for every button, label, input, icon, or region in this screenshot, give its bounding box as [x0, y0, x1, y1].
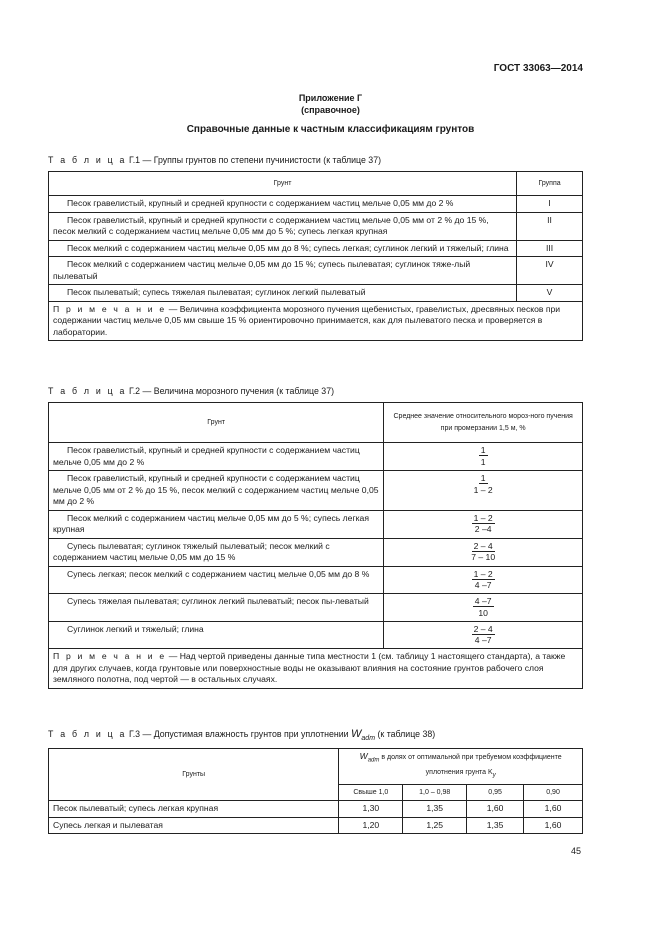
table1-row4-soil: Песок мелкий с содержанием частиц мельче 0,05 мм до 15 %; супесь пылеватая; суглинок тяже-лый пылеватый: [49, 257, 517, 285]
fraction-denominator: 7 – 10: [471, 552, 496, 562]
table2-row6-soil: Супесь тяжелая пылеватая; суглинок легкий пылеватый; песок пы-леватый: [49, 594, 384, 622]
table3-row1-soil: Песок пылеватый; супесь легкая крупная: [49, 801, 339, 818]
table1-row5-soil: Песок пылеватый; супесь тяжелая пылеватая; суглинок легкий пылеватый: [49, 285, 517, 302]
section-heading: Справочные данные к частным классификациям грунтов: [186, 124, 475, 135]
table1-row5-group: V: [517, 285, 583, 302]
table3-caption: [48, 728, 435, 742]
table3-caption-sub: adm: [361, 734, 376, 742]
table1-note-text: — Величина коэффициента морозного пучения щебенистых, гравелистых, дресвяных песков при содержании частиц мельче 0,05 мм свыше 15 % ориентировочно принимается, как для пылеватого песка и проверяется в лаборатории.: [53, 303, 561, 337]
table1-caption-text: Г.1 — Группы грунтов по степени пучинистости (к таблице 37): [129, 155, 382, 165]
table3-row2-soil: Супесь легкая и пылеватая: [49, 817, 339, 834]
table-row: [49, 257, 583, 285]
table2-row3-value: [384, 510, 583, 538]
table1-header-soil: Грунт: [49, 172, 517, 196]
table2-header-soil: Грунт: [49, 403, 384, 443]
fraction-denominator: 1: [480, 456, 486, 467]
table3-header-var: W: [359, 751, 368, 761]
table2-caption-text: Г.2 — Величина морозного пучения (к таблице 37): [129, 386, 335, 396]
page-number: 45: [570, 846, 581, 856]
table-row: [49, 801, 583, 818]
fraction-denominator: 4 –7: [474, 635, 492, 645]
table3-row1-val1: 1,30: [339, 801, 403, 818]
table2-caption: [48, 386, 334, 396]
table1-row3-soil: Песок мелкий с содержанием частиц мельче 0,05 мм до 8 %; супесь легкая; суглинок легкий и тяжелый; глина: [49, 240, 517, 257]
table2: [48, 402, 583, 689]
table3: [48, 748, 583, 834]
table1-note: [49, 301, 583, 341]
table2-row4-soil: Супесь пылеватая; суглинок тяжелый пылеватый; песок мелкий с содержанием частиц мельче 0,05 мм до 15 %: [49, 538, 384, 566]
table3-caption-text-b: (к таблице 38): [375, 729, 436, 739]
table2-header-value: Среднее значение относительного мороз-ного пучения при промерзании 1,5 м, %: [384, 403, 583, 443]
table-row: [49, 510, 583, 538]
table1-note-prefix: П р и м е ч а н и е: [53, 303, 167, 314]
fraction-numerator: 4 –7: [474, 596, 492, 606]
table1-row2-soil: Песок гравелистый, крупный и средней крупности с содержанием частиц мельче 0,05 мм от 2 % до 15 %, песок мелкий с содержанием частиц мельче 0,05 мм до 5 %; супесь легкая крупная: [49, 212, 517, 240]
table2-row5-soil: Супесь легкая; песок мелкий с содержанием частиц мельче 0,05 мм до 8 %: [49, 566, 384, 594]
table3-row2-val4: 1,60: [524, 817, 583, 834]
table-row: [49, 240, 583, 257]
table1-row4-group: IV: [517, 257, 583, 285]
table-row: [49, 594, 583, 622]
table3-caption-text-a: Г.3 — Допустимая влажность грунтов при уплотнении: [129, 729, 352, 739]
table2-row7-soil: Суглинок легкий и тяжелый; глина: [49, 621, 384, 649]
fraction-denominator: 10: [478, 607, 488, 618]
table2-note-prefix: П р и м е ч а н и е: [53, 651, 167, 661]
table2-caption-prefix: Т а б л и ц а: [48, 386, 127, 396]
table3-header-group: [339, 749, 583, 785]
table2-row5-value: [384, 566, 583, 594]
table-row: [49, 566, 583, 594]
table-row: [49, 471, 583, 511]
fraction-numerator: 2 – 4: [473, 540, 493, 551]
table1: [48, 171, 583, 341]
table3-header-ksub: y: [492, 772, 496, 779]
table2-row3-soil: Песок мелкий с содержанием частиц мельче 0,05 мм до 5 %; супесь легкая крупная: [49, 510, 384, 538]
fraction-numerator: 1 – 2: [473, 512, 493, 523]
table-row: [49, 621, 583, 649]
table2-row2-value: [384, 471, 583, 511]
table1-row3-group: III: [517, 240, 583, 257]
table2-row7-value: [384, 621, 583, 649]
table3-row2-val2: 1,25: [403, 817, 467, 834]
table2-row4-value: [384, 538, 583, 566]
fraction-numerator: 1 – 2: [473, 568, 493, 579]
table1-row1-group: I: [517, 196, 583, 213]
table2-row2-soil: Песок гравелистый, крупный и средней крупности с содержанием частиц мельче 0,05 мм от 2 % до 15 %, песок мелкий с содержанием частиц мельче 0,05 мм до 2 %: [49, 471, 384, 511]
table3-row2-val3: 1,35: [467, 817, 524, 834]
table3-subheader-2: 1,0 – 0,98: [403, 784, 467, 801]
table1-header-group: Группа: [517, 172, 583, 196]
table-row: [49, 196, 583, 213]
table3-row1-val3: 1,60: [467, 801, 524, 818]
standard-number: ГОСТ 33063—2014: [493, 63, 583, 74]
table3-header-soils: Грунты: [49, 749, 339, 801]
table3-row2-val1: 1,20: [339, 817, 403, 834]
table3-header-sub: adm: [367, 757, 380, 764]
appendix-subtitle: (справочное): [301, 105, 360, 115]
fraction-numerator: 2 – 4: [473, 623, 493, 634]
table3-subheader-3: 0,95: [467, 784, 524, 801]
table2-row1-soil: Песок гравелистый, крупный и средней крупности с содержанием частиц мельче 0,05 мм до 2 %: [49, 443, 384, 471]
table3-row1-val4: 1,60: [524, 801, 583, 818]
appendix-title: Приложение Г: [298, 93, 363, 103]
table2-note-text: — Над чертой приведены данные типа местности 1 (см. таблицу 1 настоящего стандарта), а также для других случаев, когда грунтовые или поверхностные воды не оказывают влияния на состояние грунтов рабочего слоя земляного полотна, под чертой — в остальных случаях.: [53, 651, 566, 684]
fraction-denominator: 1 – 2: [473, 484, 493, 495]
table1-caption-prefix: Т а б л и ц а: [48, 155, 127, 165]
table3-caption-var: W: [351, 728, 362, 740]
table-row: [49, 212, 583, 240]
table-row: [49, 538, 583, 566]
fraction-numerator: 1: [480, 473, 486, 483]
table3-subheader-1: Свыше 1,0: [339, 784, 403, 801]
table1-caption: [48, 155, 381, 165]
fraction-numerator: 1: [480, 445, 486, 455]
table2-note: [49, 649, 583, 689]
table3-row1-val2: 1,35: [403, 801, 467, 818]
fraction-denominator: 4 –7: [474, 580, 492, 590]
table-row: [49, 285, 583, 302]
table2-row6-value: [384, 594, 583, 622]
table3-caption-prefix: Т а б л и ц а: [48, 729, 127, 739]
table-row: [49, 817, 583, 834]
table2-row1-value: [384, 443, 583, 471]
table3-subheader-4: 0,90: [524, 784, 583, 801]
table-row: [49, 443, 583, 471]
fraction-denominator: 2 –4: [474, 524, 492, 534]
table3-header-text: в долях от оптимальной при требуемом коэффициенте уплотнения грунта K: [379, 754, 562, 776]
table1-row1-soil: Песок гравелистый, крупный и средней крупности с содержанием частиц мельче 0,05 мм до 2 %: [49, 196, 517, 213]
table1-row2-group: II: [517, 212, 583, 240]
